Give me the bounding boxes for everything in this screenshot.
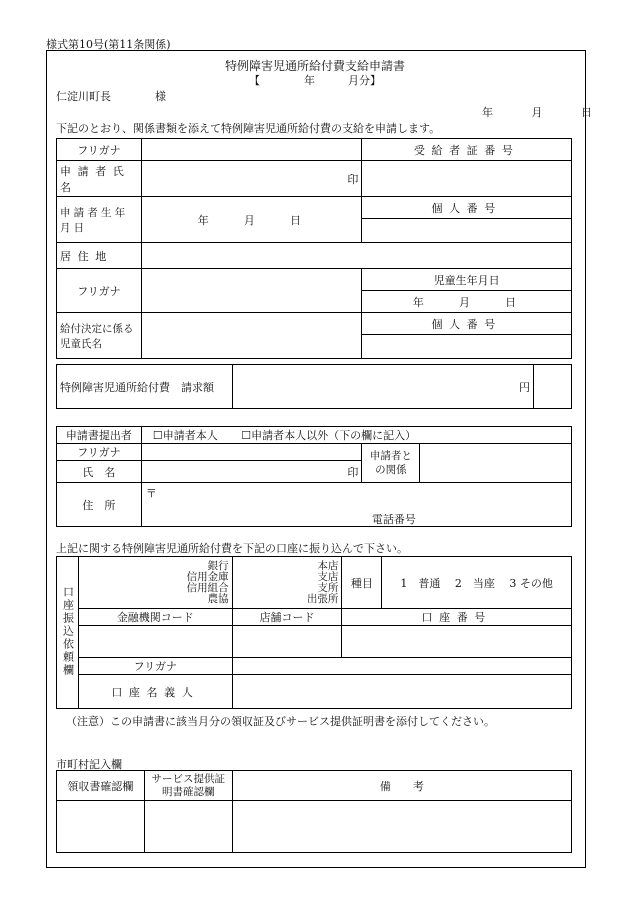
- bank-side-label: [57, 557, 79, 709]
- municipal-table: [56, 770, 572, 853]
- child-personal-no-cells[interactable]: [362, 335, 572, 359]
- bank-code-cells[interactable]: [78, 626, 232, 658]
- addressee: 仁淀川町長 様: [56, 90, 166, 103]
- postal-mark: 〒: [145, 487, 157, 500]
- child-name-field[interactable]: [141, 313, 362, 359]
- seal-mark: 印: [347, 172, 359, 186]
- submitter-name-field[interactable]: [141, 461, 362, 483]
- applicant-name-field[interactable]: [141, 161, 362, 197]
- claim-amount-field[interactable]: [232, 365, 533, 409]
- applicant-dob-label: 申請者生年月日: [57, 197, 142, 243]
- holder-furigana-label: フリガナ: [78, 658, 232, 675]
- submitter-furigana-label: フリガナ: [57, 444, 142, 461]
- relation-field[interactable]: [420, 444, 572, 483]
- phone-label: 電話番号: [371, 513, 416, 526]
- form-reference: 様式第10号(第11条関係): [46, 38, 171, 51]
- applicant-dob-field[interactable]: 年 月 日: [141, 197, 362, 243]
- branch-code-label: 店舗コード: [232, 609, 342, 626]
- residence-field[interactable]: [141, 243, 571, 269]
- furigana-field[interactable]: [141, 139, 362, 161]
- claim-amount-extra: [534, 365, 572, 409]
- remarks-field[interactable]: [232, 801, 571, 853]
- branch-type-field[interactable]: 本店 支店 支所 出張所: [232, 557, 342, 609]
- branch-code-cells[interactable]: [232, 626, 342, 658]
- account-holder-label: 口座名義人: [78, 675, 232, 709]
- option-self-checkbox[interactable]: ☐申請者本人: [152, 429, 218, 442]
- submitter-label: 申請書提出者: [57, 427, 142, 444]
- date-line: 年 月 日: [482, 106, 598, 119]
- recipient-no-cells[interactable]: [362, 161, 572, 197]
- holder-furigana-field[interactable]: [232, 658, 571, 675]
- child-dob-field[interactable]: 年 月 日: [362, 291, 572, 313]
- child-dob-label: 児童生年月日: [362, 269, 572, 291]
- period-line: 【 年 月分】: [249, 74, 381, 87]
- personal-no-cells[interactable]: [362, 219, 572, 243]
- child-furigana-label: フリガナ: [57, 269, 142, 313]
- service-check-label: サービス提供証明書確認欄: [144, 771, 232, 801]
- account-type-options[interactable]: 1 普通 2 当座 3 その他: [382, 557, 572, 609]
- account-type-label: 種目: [342, 557, 382, 609]
- submitter-seal-mark: 印: [347, 465, 359, 479]
- recipient-no-label: 受給者証番号: [362, 139, 572, 161]
- residence-label: 居住地: [57, 243, 142, 269]
- submitter-options: [141, 427, 571, 444]
- service-check-field[interactable]: [144, 801, 232, 853]
- child-furigana-field[interactable]: [141, 269, 362, 313]
- furigana-label: フリガナ: [57, 139, 142, 161]
- bank-code-label: 金融機関コード: [78, 609, 232, 626]
- personal-no-label: 個人番号: [362, 197, 572, 219]
- bank-side-text: 口座振込依頼欄: [61, 585, 75, 677]
- account-no-label: 口座番号: [342, 609, 572, 626]
- claim-table: [56, 364, 572, 409]
- bank-type-field[interactable]: 銀行 信用金庫 信用組合 農協: [78, 557, 232, 609]
- intro-text: 下記のとおり、関係書類を添えて特例障害児通所給付費の支給を申請します。: [56, 122, 441, 135]
- child-name-label: 給付決定に係る児童氏名: [57, 313, 142, 359]
- submitter-furigana-field[interactable]: [141, 444, 362, 461]
- applicant-name-label: 申請者氏名: [57, 161, 142, 197]
- claim-amount-label: 特例障害児通所給付費 請求額: [57, 365, 233, 409]
- remarks-label: 備 考: [232, 771, 571, 801]
- receipt-check-label: 領収書確認欄: [57, 771, 145, 801]
- account-holder-field[interactable]: [232, 675, 571, 709]
- relation-label: 申請者との関係: [362, 444, 420, 483]
- form-title: 特例障害児通所給付費支給申請書: [224, 59, 405, 73]
- note-text: （注意）この申請書に該当月分の領収証及びサービス提供証明書を添付してください。: [66, 715, 495, 728]
- bank-intro: 上記に関する特例障害児通所給付費を下記の口座に振り込んで下さい。: [56, 542, 408, 555]
- receipt-check-field[interactable]: [57, 801, 145, 853]
- account-no-cells[interactable]: [342, 626, 572, 658]
- child-personal-no-label: 個人番号: [362, 313, 572, 335]
- yen-unit: 円: [519, 380, 531, 394]
- option-other-checkbox[interactable]: ☐申請者本人以外（下の欄に記入）: [241, 429, 417, 442]
- bank-table: [56, 556, 572, 709]
- submitter-address-field[interactable]: [141, 483, 571, 527]
- submitter-table: [56, 426, 572, 527]
- municipal-title: 市町村記入欄: [56, 758, 122, 771]
- applicant-table: [56, 138, 572, 359]
- submitter-address-label: 住 所: [57, 483, 142, 527]
- submitter-name-label: 氏 名: [57, 461, 142, 483]
